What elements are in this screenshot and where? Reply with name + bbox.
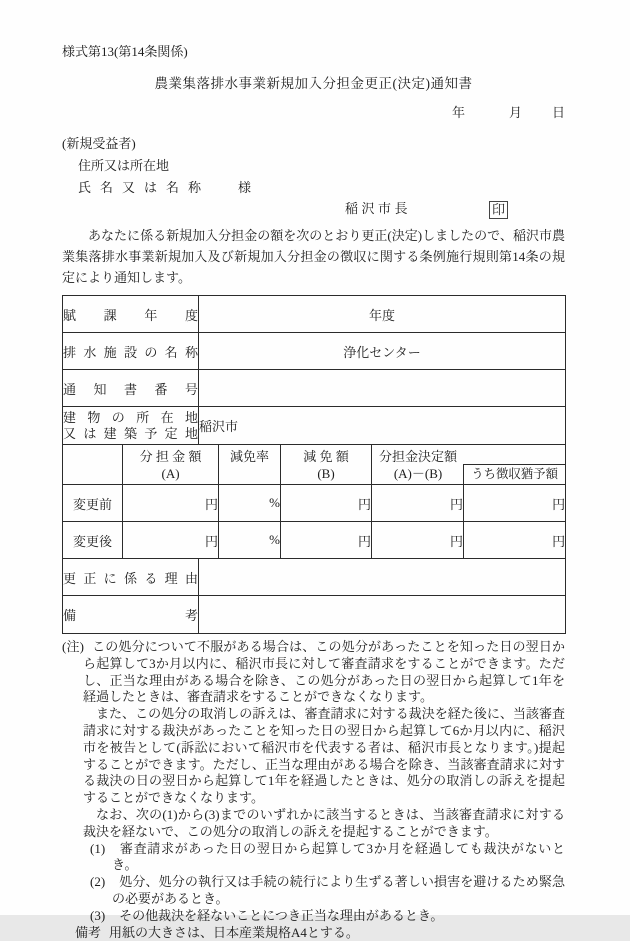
facility-name-row [63,333,566,370]
correction-reason-row [63,559,566,596]
before-deferred-cell: 円 [464,485,566,522]
note-item-3: (3) その他裁決を経ないことにつき正当な理由があるとき。 [90,907,444,923]
remarks-row [63,596,566,634]
building-location-label: 建 物 の 所 在 地 又 は 建 築 予 定 地 [63,407,199,445]
recipient-heading: (新規受益者) [62,136,136,151]
note-paragraph-3: なお、次の(1)から(3)までのいずれかに該当するときは、当該審査請求に対する裁決を経ないで、この処分の取消しの訴えを提起することができます。 [83,806,565,839]
before-decided-cell: 円 [372,485,464,522]
name-row [78,179,565,196]
before-amount-cell: 円 [123,485,219,522]
after-amount-cell: 円 [123,522,219,559]
address-row [78,157,565,174]
after-change-label: 変更後 [63,522,123,559]
honorific-label: 様 [238,180,252,195]
before-change-row [63,485,566,522]
page-title: 農業集落排水事業新規加入分担金更正(決定)通知書 [154,76,473,91]
seal-mark: 印 [489,201,508,219]
notice-number-row [63,370,566,407]
correction-reason-label: 更 正 に 係 る 理 由 [63,559,199,596]
notes-section [62,639,565,941]
after-deferred-cell: 円 [464,522,566,559]
note-paragraph-1: (注) この処分について不服がある場合は、この処分があったことを知った日の翌日から起算して3か月以内に、稲沢市長に対して審査請求をすることができます。ただし、正当な理由がある場合を除き、この処分があった日の翌日から起算して1年を経過したときは、審査請求をすることができなくなります。 [62,639,565,705]
notice-number-label: 通 知 書 番 号 [63,370,199,407]
paper-size-remark: 備考 用紙の大きさは、日本産業規格A4とする。 [75,924,359,940]
body-paragraph: あなたに係る新規加入分担金の額を次のとおり更正(決定)しましたので、稲沢市農業集落排水事業新規加入及び新規加入分担金の徴収に関する条例施行規則第14条の規定により通知します。 [62,228,565,285]
reduction-amount-header: 減 免 額 (B) [281,445,372,485]
notice-table [62,295,566,634]
form-number: 様式第13(第14条関係) [62,44,188,59]
date-line [62,104,565,121]
issuer-line [62,199,565,219]
amount-header: 分 担 金 額 (A) [123,445,219,485]
before-reduction-cell: 円 [281,485,372,522]
mayor-name: 稲沢市長 [345,201,412,216]
after-reduction-cell: 円 [281,522,372,559]
after-rate-cell: % [219,522,281,559]
reduction-rate-header: 減免率 [219,445,281,485]
correction-reason-value [199,559,566,596]
assessment-year-value: 年度 [199,296,566,333]
assessment-year-label: 賦 課 年 度 [63,296,199,333]
remarks-value [199,596,566,634]
facility-name-value: 浄化センター [199,333,566,370]
name-label: 氏名又は名称 [78,180,211,195]
remarks-label: 備 考 [63,596,199,634]
facility-name-label: 排 水 施 設 の 名 称 [63,333,199,370]
money-header-blank [63,445,123,485]
notice-number-value [199,370,566,407]
note-paragraph-2: また、この処分の取消しの訴えは、審査請求に対する裁決を経た後に、当該審査請求に対する裁決があったことを知った日の翌日から起算して6か月以内に、稲沢市を被告として(訴訟において稲沢市を代表する者は、稲沢市長となります。)提起することができます。ただし、正当な理由がある場合を除き、当該審査請求に対する裁決の日の翌日から起算して1年を経過したときは、処分の取消しの訴えを提起することができなくなります。 [83,706,565,806]
address-label: 住所又は所在地 [78,158,170,173]
assessment-year-row [63,296,566,333]
month-label: 月 [508,105,522,120]
deferred-amount-header: うち徴収猶予額 [463,464,565,484]
after-decided-cell: 円 [372,522,464,559]
building-location-row [63,407,566,445]
note-label: (注) [62,639,84,654]
after-change-row [63,522,566,559]
money-header-row [63,445,566,485]
note-item-1: (1) 審査請求があった日の翌日から起算して3か月を経過しても裁決がないとき。 [90,840,565,873]
decided-amount-header: 分担金決定額 (A)－(B) うち徴収猶予額 [372,445,566,485]
year-label: 年 [451,105,465,120]
day-label: 日 [551,105,565,120]
note-item-2: (2) 処分、処分の執行又は手続の続行により生ずる著しい損害を避けるため緊急の必要があるとき。 [90,874,565,906]
before-change-label: 変更前 [63,485,123,522]
before-rate-cell: % [219,485,281,522]
building-location-value: 稲沢市 [199,407,566,445]
